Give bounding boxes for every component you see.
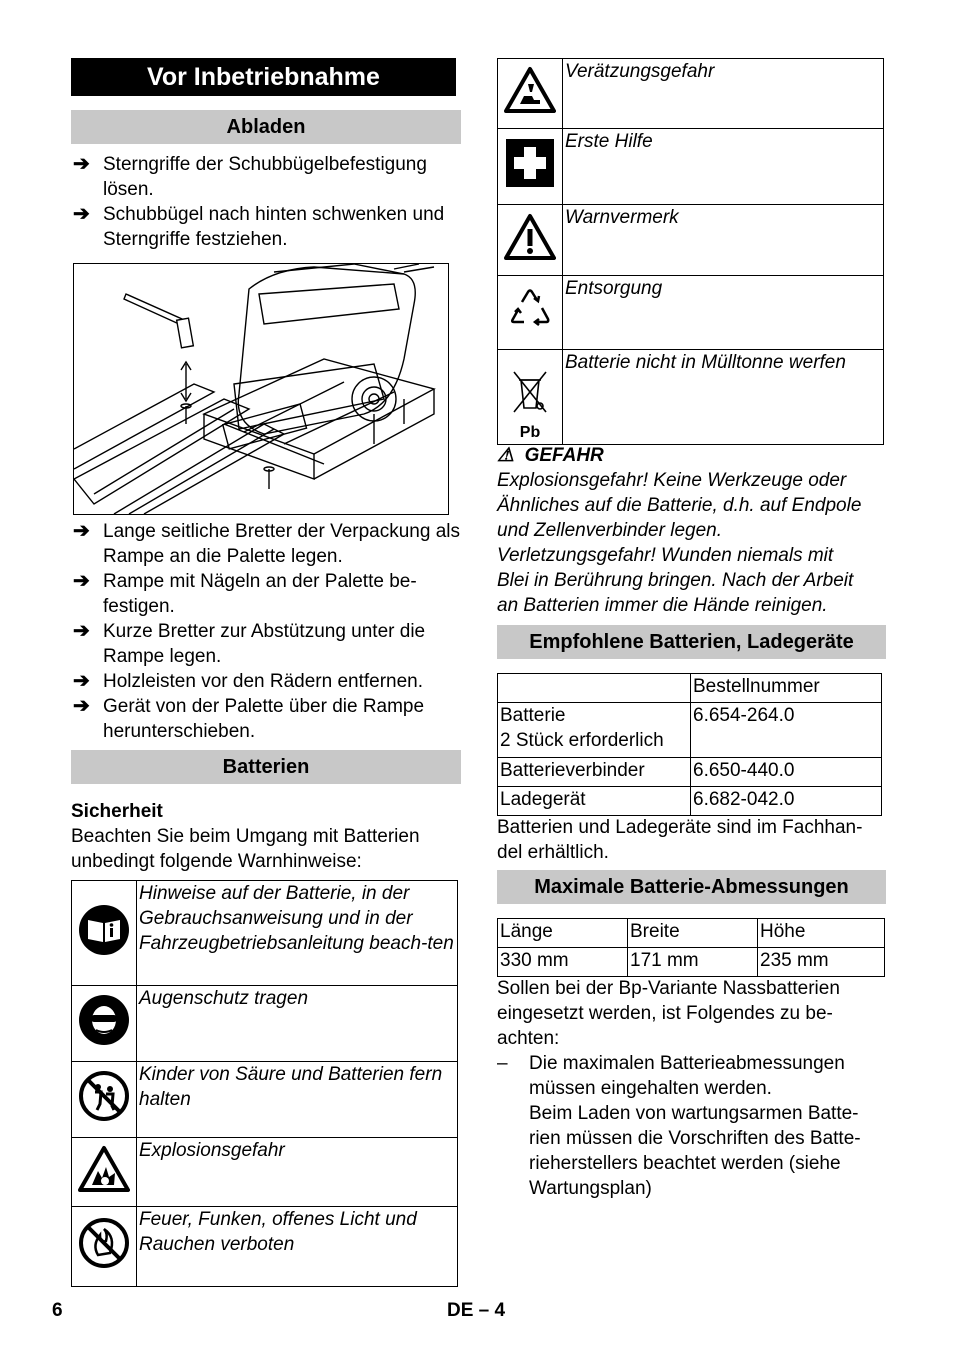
section-abladen-heading: Abladen — [71, 110, 461, 144]
dash-bullet: – — [497, 1053, 508, 1074]
warning-label: Entsorgung — [563, 276, 884, 350]
warning-label: Erste Hilfe — [563, 129, 884, 205]
page-title: Vor Inbetriebnahme — [71, 58, 456, 96]
table-row: Batterieverbinder 6.650-440.0 — [498, 758, 882, 787]
gefahr-heading — [497, 443, 604, 468]
keep-children-away-icon — [72, 1062, 137, 1138]
arrow-icon: ➔ — [73, 203, 90, 225]
sicherheit-intro: Beachten Sie beim Umgang mit Batterien unbedingt folgende Warnhinweise: — [71, 826, 420, 872]
dash-list-item: – Die maximalen Batterieabmessungen müssen eingehalten werden. Beim Laden von wartungsarmen Batte- rien müssen die Vorschriften des Batte- rieherstellers beachtet werden (siehe Wartungsplan) — [497, 1053, 861, 1199]
table-row: Ladegerät 6.682-042.0 — [498, 787, 882, 816]
arrow-icon: ➔ — [73, 670, 90, 692]
fachhandel-text: Batterien und Ladegeräte sind im Fachhan- del erhältlich. — [497, 817, 863, 863]
table-row: 330 mm 171 mm 235 mm — [498, 948, 885, 977]
warning-triangle-icon: ⚠ — [497, 445, 515, 466]
warning-label: Augenschutz tragen — [137, 986, 458, 1062]
gefahr-label: GEFAHR — [524, 445, 604, 466]
section-batterien-heading: Batterien — [71, 750, 461, 784]
manual-info-icon — [72, 881, 137, 986]
table-row — [72, 1138, 458, 1207]
pb-label: Pb — [519, 424, 541, 441]
arrow-icon: ➔ — [73, 520, 90, 542]
eye-protection-icon — [72, 986, 137, 1062]
arrow-icon: ➔ — [73, 620, 90, 642]
warning-label: Warnvermerk — [563, 205, 884, 276]
explosion-hazard-icon — [72, 1138, 137, 1207]
bp-variant-text: Sollen bei der Bp-Variante Nassbatterien eingesetzt werden, ist Folgendes zu be- achten: — [497, 978, 840, 1049]
corrosive-icon — [498, 59, 563, 129]
table-row — [498, 129, 884, 205]
table-row: Länge Breite Höhe — [498, 919, 885, 948]
table-row — [72, 1207, 458, 1287]
unloading-illustration — [73, 263, 449, 515]
list-item: ➔ Gerät von der Palette über die Rampe herunterschieben. — [73, 695, 425, 742]
battery-order-table — [497, 673, 882, 816]
page-code: DE – 4 — [447, 1300, 506, 1321]
first-aid-icon — [498, 129, 563, 205]
table-row: Batterie 2 Stück erforderlich 6.654-264.0 — [498, 703, 882, 758]
warning-symbols-table-right — [497, 58, 884, 445]
list-item: ➔ Rampe mit Nägeln an der Palette be-festigen. — [73, 570, 417, 617]
no-bin-pb-icon — [498, 350, 563, 445]
section-empfohlene-heading: Empfohlene Batterien, Ladegeräte — [497, 625, 886, 659]
list-item: ➔ Schubbügel nach hinten schwenken und Sterngriffe festziehen. — [73, 203, 445, 250]
warning-label: Batterie nicht in Mülltonne werfen — [563, 350, 884, 445]
table-row — [498, 59, 884, 129]
arrow-icon: ➔ — [73, 570, 90, 592]
arrow-icon: ➔ — [73, 695, 90, 717]
warning-icon — [498, 205, 563, 276]
list-item: ➔ Holzleisten vor den Rädern entfernen. — [73, 670, 424, 692]
machine-on-pallet-drawing — [74, 264, 448, 514]
gefahr-text: Explosionsgefahr! Keine Werkzeuge oder Ähnliches auf die Batterie, d.h. auf Endpole und Zellenverbinder legen. Verletzungsgefahr! Wunden niemals mit Blei in Berührung bringen. Nach der Arbeit an Batterien immer die Hände reinigen. — [497, 470, 862, 616]
warning-label: Verätzungsgefahr — [563, 59, 884, 129]
warning-label: Explosionsgefahr — [137, 1138, 458, 1207]
table-row — [72, 986, 458, 1062]
sicherheit-heading: Sicherheit — [71, 801, 163, 822]
page-number: 6 — [52, 1300, 63, 1321]
warning-symbols-table-left — [71, 880, 458, 1287]
section-abmessungen-heading: Maximale Batterie-Abmessungen — [497, 870, 886, 904]
table-row — [498, 205, 884, 276]
table-row: Bestellnummer — [498, 674, 882, 703]
warning-label: Kinder von Säure und Batterien fern halten — [137, 1062, 458, 1138]
no-fire-icon — [72, 1207, 137, 1287]
table-row — [498, 350, 884, 445]
table-row — [72, 1062, 458, 1138]
table-row — [498, 276, 884, 350]
warning-label: Hinweise auf der Batterie, in der Gebrauchsanweisung und in der Fahrzeugbetriebsanleitung beach-ten — [137, 881, 458, 986]
list-item: ➔ Sterngriffe der Schubbügelbefestigung lösen. — [73, 153, 427, 200]
warning-label: Feuer, Funken, offenes Licht und Rauchen verboten — [137, 1207, 458, 1287]
recycling-icon — [498, 276, 563, 350]
list-item: ➔ Lange seitliche Bretter der Verpackung als Rampe an die Palette legen. — [73, 520, 460, 567]
battery-dimensions-table — [497, 918, 885, 977]
list-item: ➔ Kurze Bretter zur Abstützung unter die Rampe legen. — [73, 620, 426, 667]
arrow-icon: ➔ — [73, 153, 90, 175]
table-row — [72, 881, 458, 986]
